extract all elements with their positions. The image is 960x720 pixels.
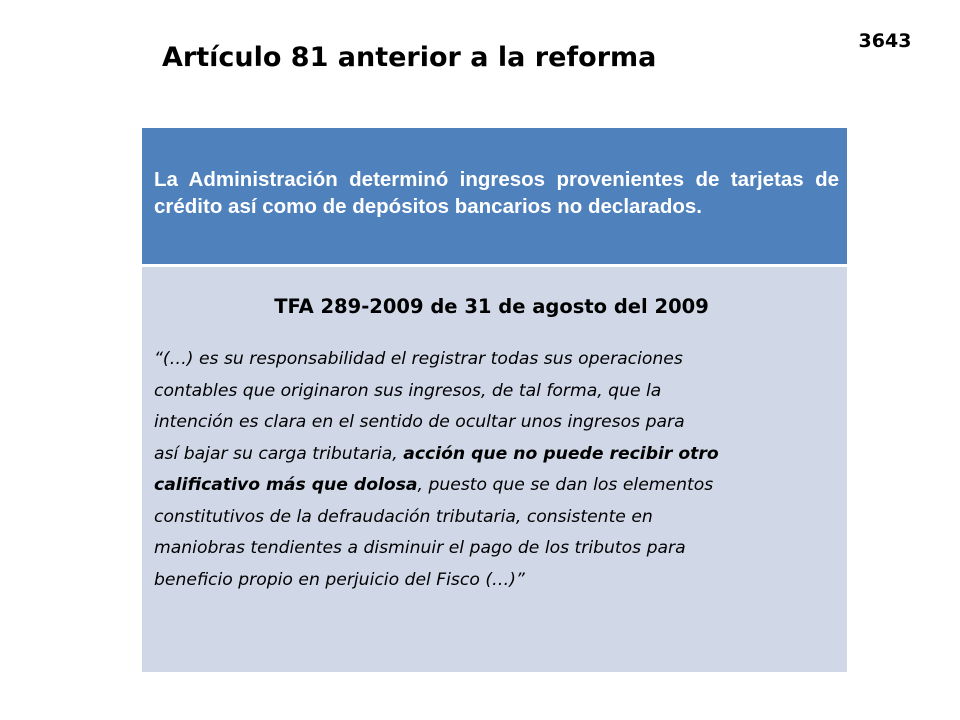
slide-title: Artículo 81 anterior a la reforma — [162, 42, 657, 73]
quote-bold-emphasis: acción que no puede recibir otro calificativo más que dolosa — [154, 443, 719, 495]
ruling-title: TFA 289-2009 de 31 de agosto del 2009 — [274, 295, 709, 318]
content-table — [142, 128, 847, 672]
quote-text-start: “(…) es su responsabilidad el registrar todas sus operaciones contables que originaron sus ingresos, de tal forma, que la intención es clara en el sentido de ocultar unos ingresos para así bajar su carga tributaria, — [154, 349, 685, 464]
ruling-quote — [154, 344, 829, 596]
slide-number: 3643 — [858, 30, 912, 52]
table-header-cell — [142, 128, 847, 264]
header-text: La Administración determinó ingresos provenientes de tarjetas de crédito así como de depósitos bancarios no declarados. — [154, 168, 839, 218]
table-body-cell — [142, 267, 847, 672]
quote-text-end: , puesto que se dan los elementos constitutivos de la defraudación tributaria, consistente en maniobras tendientes a disminuir el pago de los tributos para beneficio propio en perjuicio del Fisco (…)” — [154, 475, 714, 590]
